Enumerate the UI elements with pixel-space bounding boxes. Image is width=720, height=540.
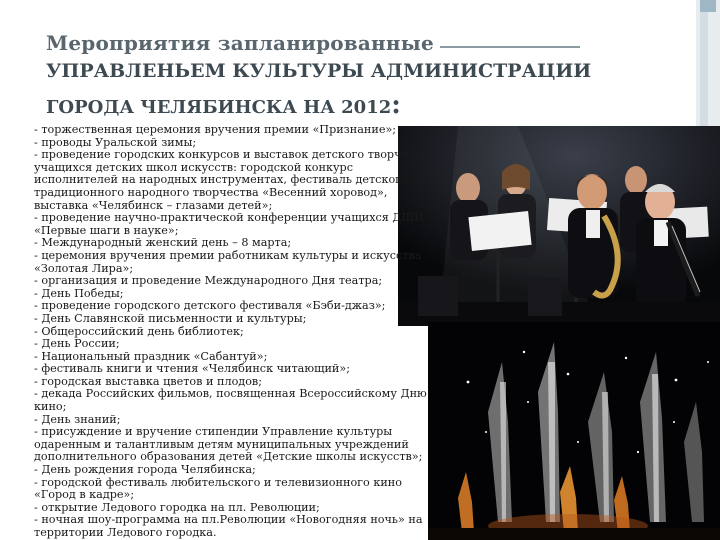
fireworks-illustration — [428, 322, 720, 540]
event-list-line: - День знаний; — [34, 412, 121, 426]
title-line-1: Мероприятия запланированные — [46, 31, 434, 55]
events-list — [34, 124, 434, 540]
orchestra-illustration — [398, 126, 720, 326]
orchestra-photo — [398, 126, 720, 326]
event-list-line: - торжественная церемония вручения премии «Признание»; — [34, 123, 397, 136]
event-list-line: - ночная шоу-программа на пл.Революции «Новогодняя ночь» на — [34, 513, 423, 527]
event-list-line: - проводы Уральской зимы; — [34, 135, 197, 149]
slide-title — [46, 30, 686, 121]
event-list-line: кино; — [34, 400, 67, 414]
event-list-line: - Международный женский день – 8 марта; — [34, 236, 292, 250]
event-list-line: учащихся детских школ искусств: городской конкурс — [34, 160, 353, 174]
event-list-line: - проведение городского детского фестиваля «Бэби-джаз»; — [34, 299, 386, 313]
event-list-line: - проведение городских конкурсов и выставок детского творчест — [34, 148, 421, 162]
event-list-line: - День России; — [34, 337, 120, 351]
event-list-line: - Национальный праздник «Сабантуй»; — [34, 349, 268, 363]
event-list-line: исполнителей на народных инструментах, фестиваль детского — [34, 173, 408, 187]
event-list-line: - декада Российских фильмов, посвященная Всероссийскому Дню — [34, 387, 427, 401]
event-list-line: - городская выставка цветов и плодов; — [34, 374, 262, 388]
event-list-line: «Золотая Лира»; — [34, 261, 134, 275]
corner-tab-mark — [700, 0, 716, 12]
left-margin — [0, 0, 24, 540]
event-list-line: - фестиваль книги и чтения «Челябинск читающий»; — [34, 362, 350, 376]
event-list-line: - организация и проведение Международного Дня театра; — [34, 274, 383, 288]
event-list-line: территории Ледового городка. — [34, 526, 217, 539]
event-list-line: «Город в кадре»; — [34, 488, 135, 502]
event-list-line: - присуждение и вручение стипендии Управление культуры — [34, 425, 393, 439]
event-list-line: дополнительного образования детей «Детские школы искусств»; — [34, 450, 423, 464]
fireworks-photo — [428, 322, 720, 540]
event-list-line: традиционного народного творчества «Весенний хоровод», — [34, 185, 388, 199]
event-list-line: - проведение научно-практической конференции учащихся ДШИ — [34, 211, 425, 225]
event-list-line: - День рождения города Челябинска; — [34, 463, 256, 477]
event-list-line: - День Победы; — [34, 286, 124, 300]
event-list-line: выставка «Челябинск – глазами детей»; — [34, 198, 273, 212]
event-list-line: одаренным и талантливым детям муниципальных учреждений — [34, 437, 409, 451]
event-list-line: - День Славянской письменности и культуры; — [34, 311, 307, 325]
event-list-line: - открытие Ледового городка на пл. Революции; — [34, 500, 320, 514]
event-list-line: - Общероссийский день библиотек; — [34, 324, 244, 338]
event-list-line: «Первые шаги в науке»; — [34, 223, 179, 237]
title-line-2: УПРАВЛЕНЬЕМ КУЛЬТУРЫ АДМИНИСТРАЦИИ — [46, 60, 592, 82]
title-underline — [440, 46, 580, 48]
event-list-line: - церемония вручения премии работникам культуры и искусства — [34, 248, 422, 262]
title-line-3-text: ГОРОДА ЧЕЛЯБИНСКА НА 2012 — [46, 97, 392, 118]
event-list-line: - городской фестиваль любительского и телевизионного кино — [34, 475, 402, 489]
title-colon: : — [391, 90, 401, 120]
title-line-3 — [46, 92, 686, 121]
